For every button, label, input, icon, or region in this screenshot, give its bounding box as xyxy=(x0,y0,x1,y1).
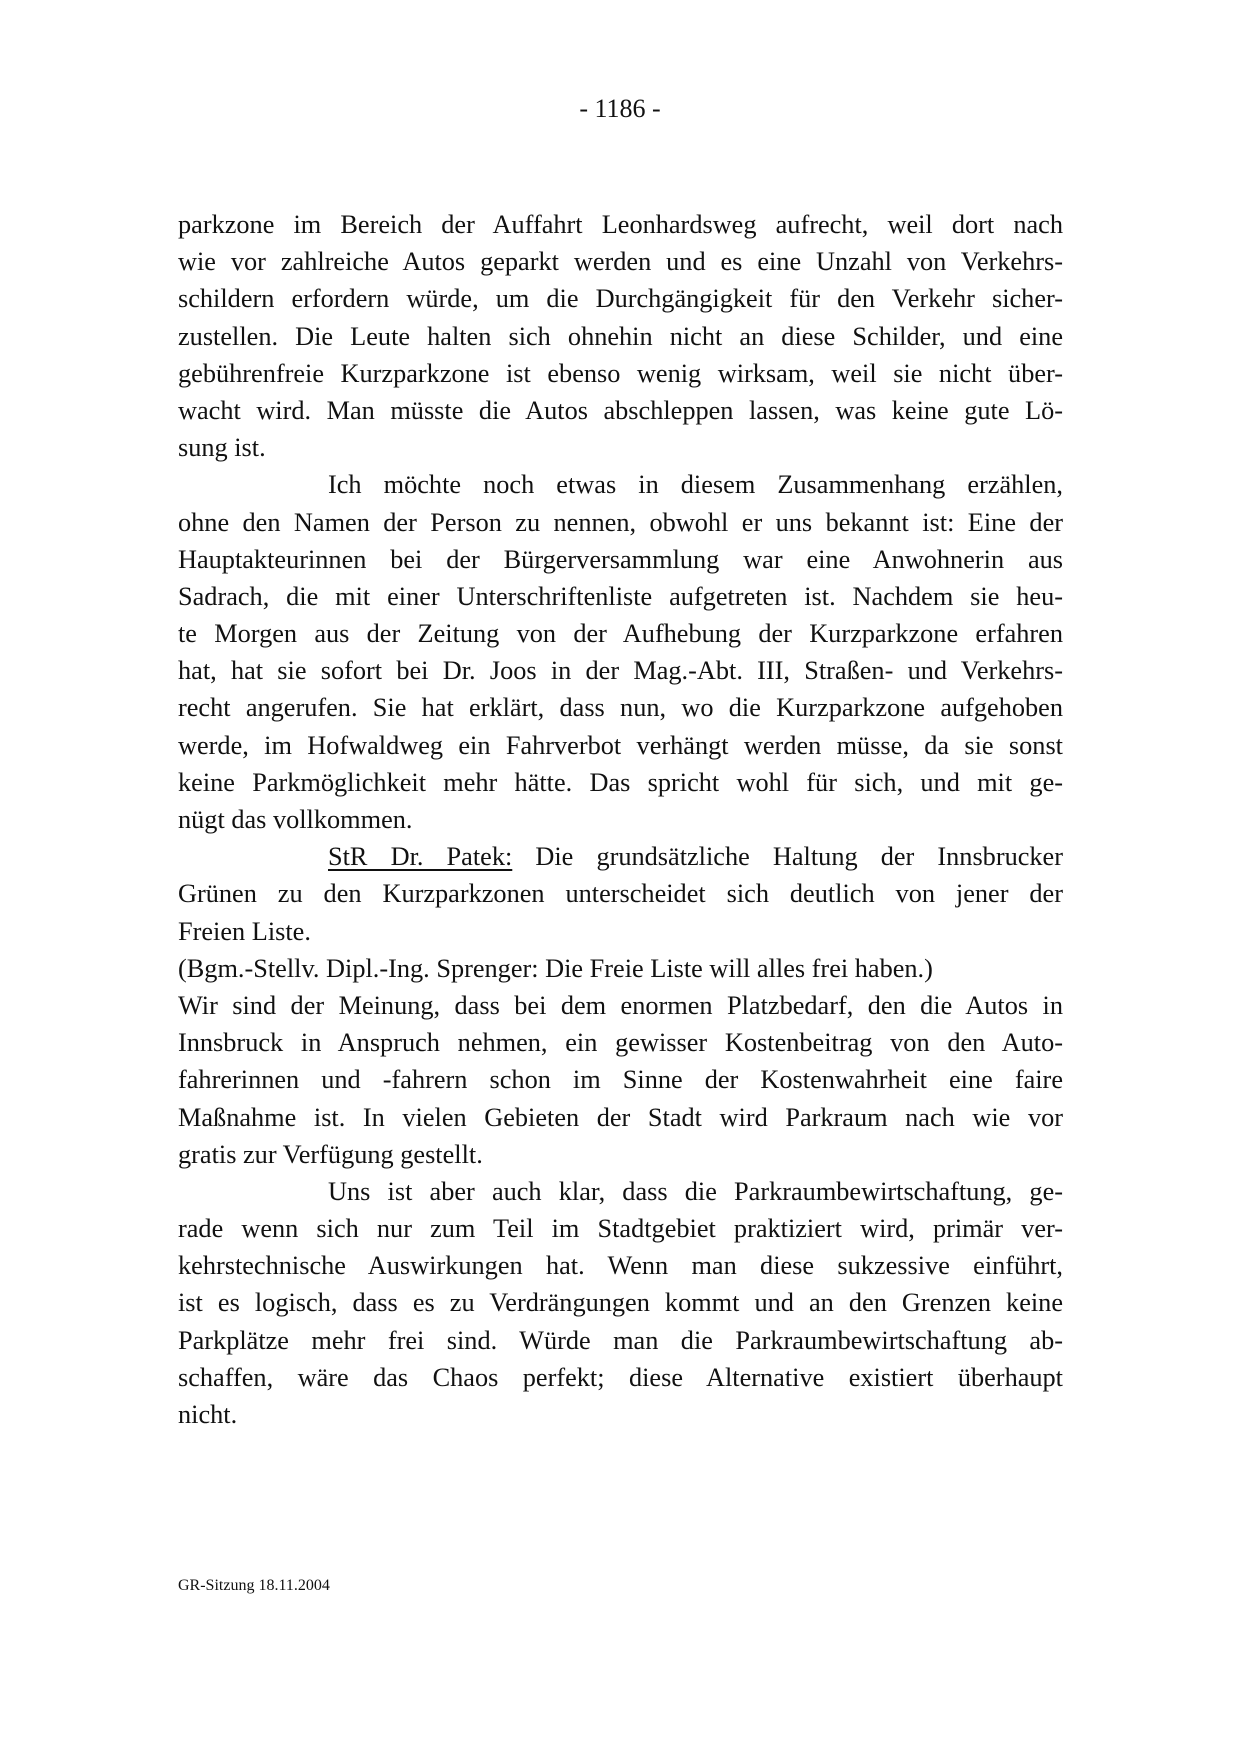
text-line: schaffen, wäre das Chaos perfekt; diese Alternative existiert überhaupt xyxy=(178,1362,1063,1392)
text-line: Freien Liste. xyxy=(178,916,311,946)
text-line: wacht wird. Man müsste die Autos abschleppen lassen, was keine gute Lö- xyxy=(178,395,1063,425)
text-line: Grünen zu den Kurzparkzonen unterscheidet sich deutlich von jener der xyxy=(178,879,1063,909)
page-number: - 1186 - xyxy=(579,94,661,123)
text-line: fahrerinnen und -fahrern schon im Sinne der Kostenwahrheit eine faire xyxy=(178,1065,1063,1095)
text-line: kehrstechnische Auswirkungen hat. Wenn man diese sukzessive einführt, xyxy=(178,1251,1063,1281)
text-line: ohne den Namen der Person zu nennen, obwohl er uns bekannt ist: Eine der xyxy=(178,507,1063,537)
text-line: zustellen. Die Leute halten sich ohnehin nicht an diese Schilder, und eine xyxy=(178,321,1063,351)
text-line: Parkplätze mehr frei sind. Würde man die Parkraumbewirtschaftung ab- xyxy=(178,1325,1063,1355)
text-line: gratis zur Verfügung gestellt. xyxy=(178,1139,483,1169)
text-line: nicht. xyxy=(178,1400,238,1429)
page-footer: GR-Sitzung 18.11.2004 xyxy=(178,1577,330,1594)
text-line: sung ist. xyxy=(178,433,266,463)
text-line: gebührenfreie Kurzparkzone ist ebenso wenig wirksam, weil sie nicht über- xyxy=(178,358,1063,388)
text-line: keine Parkmöglichkeit mehr hätte. Das spricht wohl für sich, und mit ge- xyxy=(178,767,1063,797)
text-line: Wir sind der Meinung, dass bei dem enormen Platzbedarf, den die Autos in xyxy=(178,990,1063,1020)
text-line: rade wenn sich nur zum Teil im Stadtgebiet praktiziert wird, primär ver- xyxy=(178,1214,1063,1244)
text-line: Innsbruck in Anspruch nehmen, ein gewisser Kostenbeitrag von den Auto- xyxy=(178,1028,1063,1058)
text-line: recht angerufen. Sie hat erklärt, dass nun, wo die Kurzparkzone aufgehoben xyxy=(178,693,1063,723)
document-body xyxy=(178,206,1063,1433)
text-line: nügt das vollkommen. xyxy=(178,805,413,834)
text-line: hat, hat sie sofort bei Dr. Joos in der Mag.-Abt. III, Straßen- und Verkehrs- xyxy=(178,656,1063,686)
text-line: schildern erfordern würde, um die Durchgängigkeit für den Verkehr sicher- xyxy=(178,284,1063,314)
speaker-name: StR Dr. Patek: xyxy=(328,842,513,872)
text-line: parkzone im Bereich der Auffahrt Leonhardsweg aufrecht, weil dort nach xyxy=(178,210,1063,239)
text-line: wie vor zahlreiche Autos geparkt werden und es eine Unzahl von Verkehrs- xyxy=(178,247,1063,277)
text-line: te Morgen aus der Zeitung von der Aufhebung der Kurzparkzone erfahren xyxy=(178,619,1063,649)
text-line: Uns ist aber auch klar, dass die Parkraumbewirtschaftung, ge- xyxy=(328,1176,1063,1206)
text-line: Sadrach, die mit einer Unterschriftenliste aufgetreten ist. Nachdem sie heu- xyxy=(178,581,1063,611)
text-line: werde, im Hofwaldweg ein Fahrverbot verhängt werden müsse, da sie sonst xyxy=(178,730,1063,760)
text-line: Ich möchte noch etwas in diesem Zusammenhang erzählen, xyxy=(328,470,1063,500)
text-line: Maßnahme ist. In vielen Gebieten der Stadt wird Parkraum nach wie vor xyxy=(178,1102,1063,1132)
text-line: Hauptakteurinnen bei der Bürgerversammlung war eine Anwohnerin aus xyxy=(178,544,1063,574)
text-line: ist es logisch, dass es zu Verdrängungen kommt und an den Grenzen keine xyxy=(178,1288,1063,1318)
speaker-line xyxy=(178,838,1063,875)
speaker-text: Die grundsätzliche Haltung der Innsbrucker xyxy=(512,842,1063,872)
interjection: (Bgm.-Stellv. Dipl.-Ing. Sprenger: Die Freie Liste will alles frei haben.) xyxy=(178,953,933,983)
